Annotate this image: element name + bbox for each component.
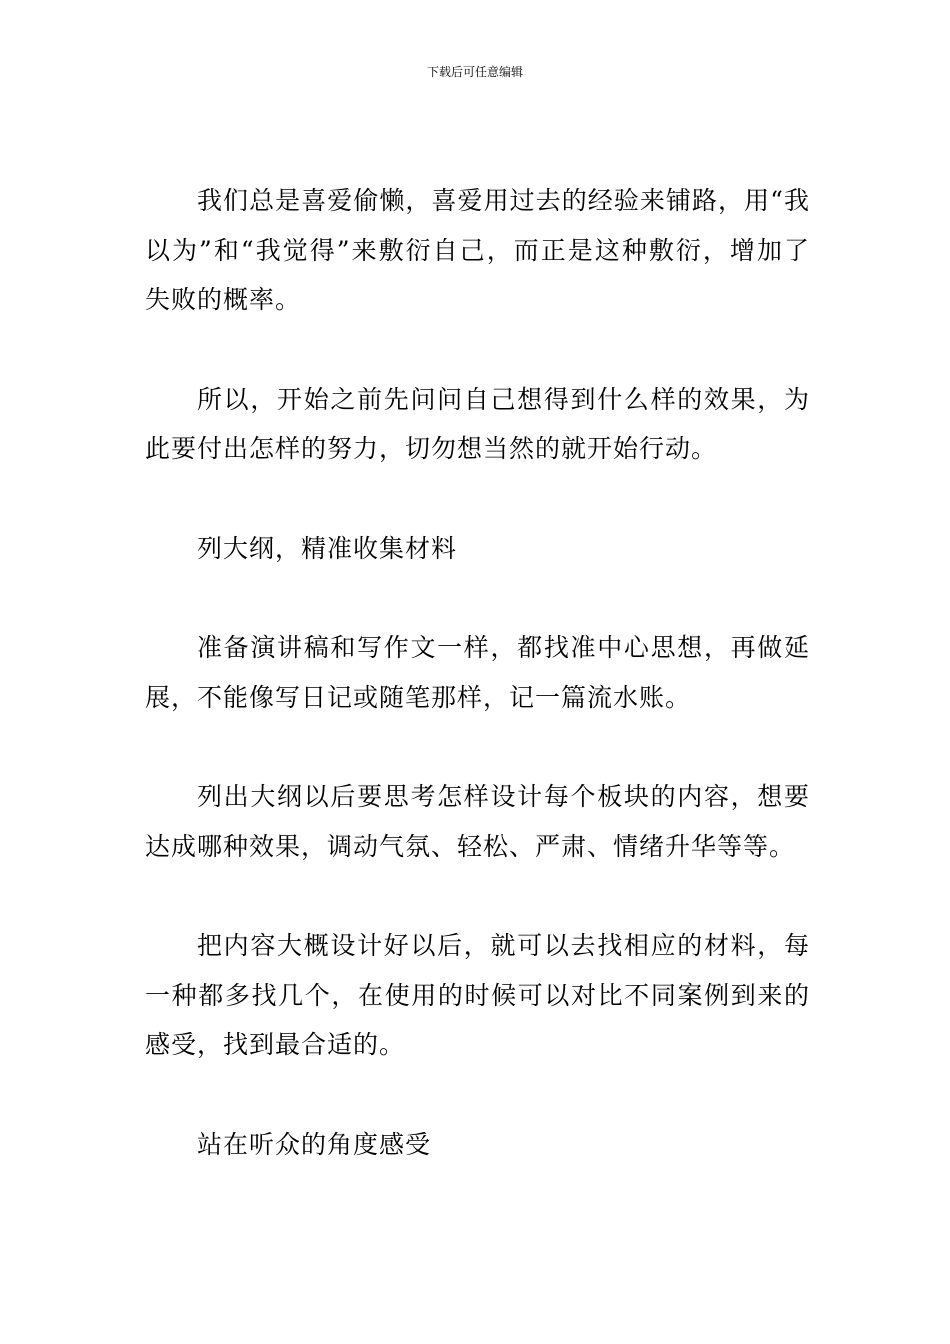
paragraph-3: 准备演讲稿和写作文一样，都找准中心思想，再做延展，不能像写日记或随笔那样，记一篇流水账。 — [145, 633, 810, 712]
paragraph-5: 把内容大概设计好以后，就可以去找相应的材料，每一种都多找几个，在使用的时候可以对比不同案例到来的感受，找到最合适的。 — [145, 931, 810, 1059]
document-body — [145, 176, 810, 1219]
page-header: 下载后可任意编辑 — [426, 65, 523, 79]
section-heading-outline: 列大纲，精准收集材料 — [197, 533, 458, 563]
section-heading-audience: 站在听众的角度感受 — [197, 1129, 432, 1159]
paragraph-2: 所以，开始之前先问问自己想得到什么样的效果，为此要付出怎样的努力，切勿想当然的就开始行动。 — [145, 384, 810, 463]
paragraph-4: 列出大纲以后要思考怎样设计每个板块的内容，想要达成哪种效果，调动气氛、轻松、严肃、情绪升华等等。 — [145, 782, 810, 861]
paragraph-1: 我们总是喜爱偷懒，喜爱用过去的经验来铺路，用“我以为”和“我觉得”来敷衍自己，而正是这种敷衍，增加了失败的概率。 — [145, 186, 810, 314]
